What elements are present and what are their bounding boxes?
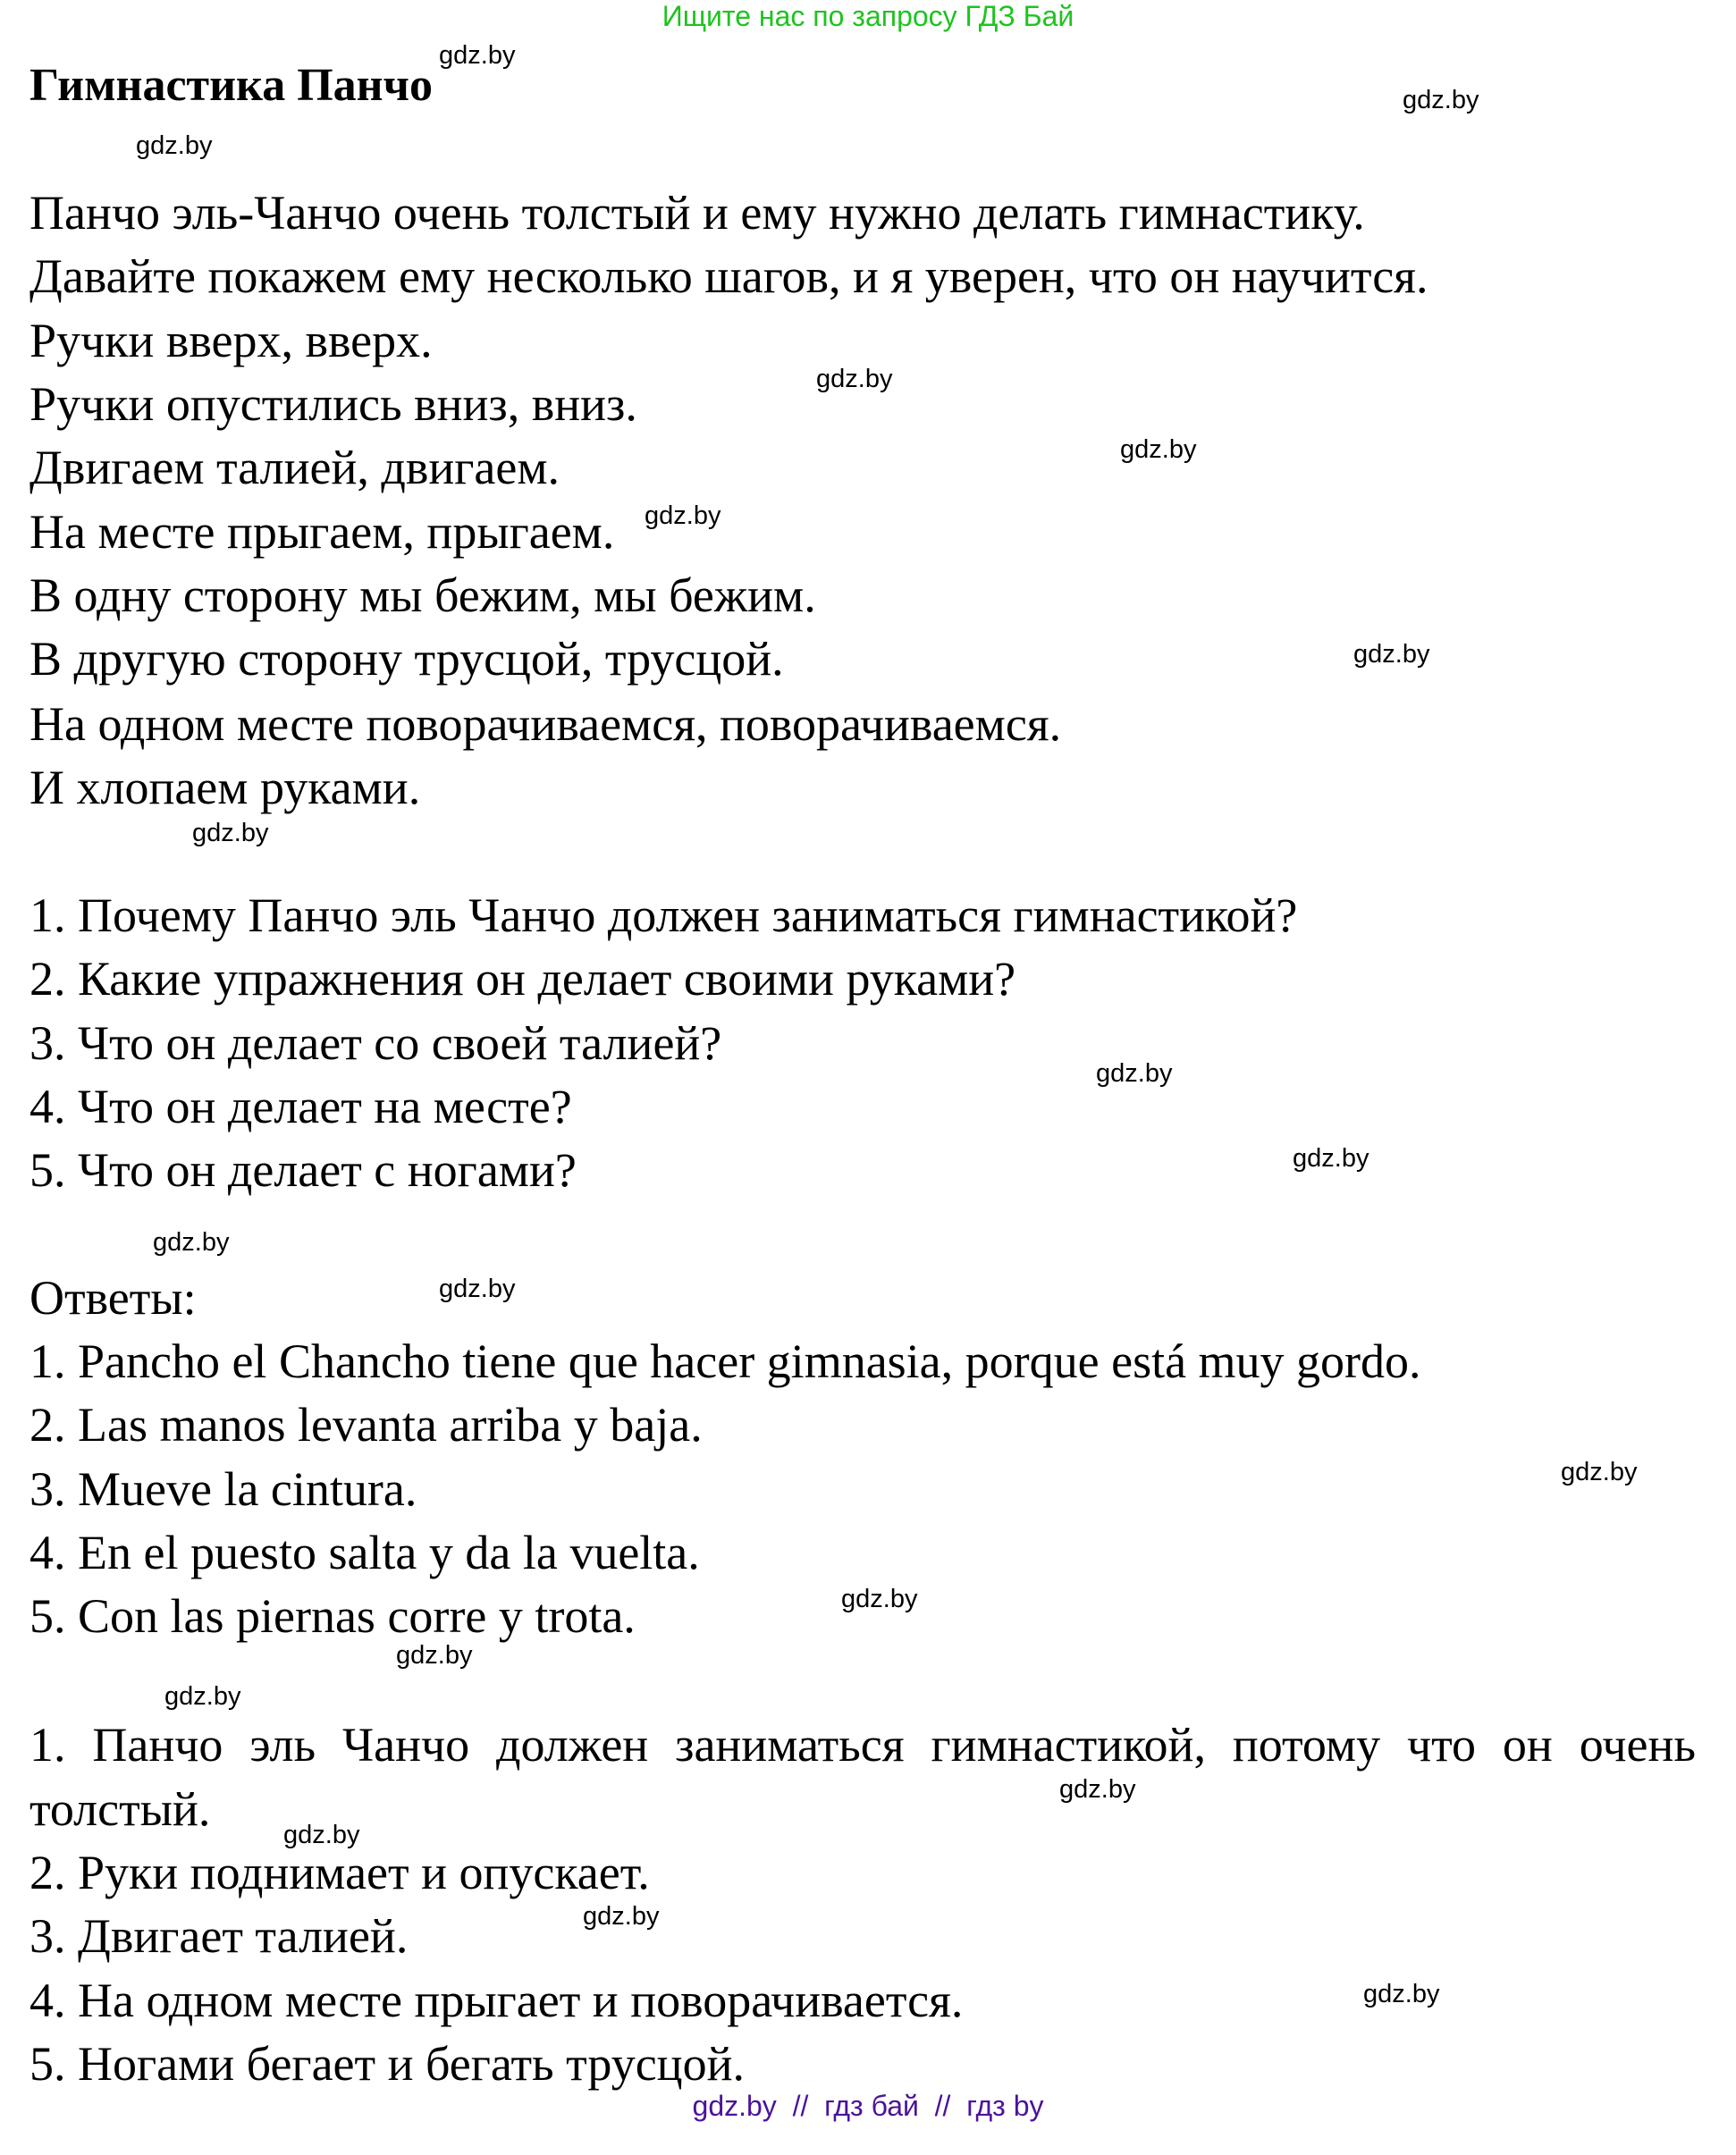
poem-line: В другую сторону трусцой, трусцой. [29,632,784,686]
answer-es: 3. Mueve la cintura. [29,1462,417,1516]
watermark: gdz.by [153,1228,230,1257]
watermark: gdz.by [164,1682,241,1711]
poem-line: И хлопаем руками. [29,761,421,814]
answer-es: 1. Pancho el Chancho tiene que hacer gimnasia, porque está muy gordo. [29,1334,1421,1388]
answer-ru: 2. Руки поднимает и опускает. [29,1846,650,1899]
watermark: gdz.by [1403,86,1479,114]
question: 2. Какие упражнения он делает своими руками? [29,952,1016,1006]
answers-label: Ответы: [29,1271,197,1325]
poem-line: В одну сторону мы бежим, мы бежим. [29,568,816,622]
poem-line: Ручки опустились вниз, вниз. [29,377,637,431]
watermark: gdz.by [1293,1144,1369,1173]
watermark: gdz.by [136,131,213,160]
page-title: Гимнастика Панчо [29,60,433,111]
watermark: gdz.by [396,1641,473,1670]
question: 5. Что он делает с ногами? [29,1143,577,1197]
answer-es: 4. En el puesto salta y da la vuelta. [29,1526,700,1579]
question: 1. Почему Панчо эль Чанчо должен заниматься гимнастикой? [29,888,1298,942]
watermark: gdz.by [1059,1775,1136,1804]
answer-ru: 4. На одном месте прыгает и поворачивается. [29,1974,964,2027]
watermark: gdz.by [439,41,516,70]
top-banner-link[interactable]: Ищите нас по запросу ГДЗ Бай [662,0,1074,32]
poem-line: Двигаем талией, двигаем. [29,441,560,494]
watermark: gdz.by [192,819,269,847]
watermark: gdz.by [841,1585,918,1613]
watermark: gdz.by [645,501,721,530]
watermark: gdz.by [1363,1980,1440,2008]
poem-line: Давайте покажем ему несколько шагов, и я уверен, что он научится. [29,249,1428,303]
question: 4. Что он делает на месте? [29,1080,572,1133]
poem-line: Ручки вверх, вверх. [29,314,433,367]
watermark: gdz.by [283,1821,360,1849]
answer-ru: 1. Панчо эль Чанчо должен заниматься гимнастикой, потому что он очень толстый. [29,1718,1696,1836]
question: 3. Что он делает со своей талией? [29,1016,722,1070]
watermark: gdz.by [1120,435,1197,464]
watermark: gdz.by [583,1902,660,1931]
watermark: gdz.by [439,1275,516,1303]
answer-es: 2. Las manos levanta arriba y baja. [29,1398,703,1452]
poem-line: На одном месте поворачиваемся, поворачиваемся. [29,697,1062,751]
poem-line: Панчо эль-Чанчо очень толстый и ему нужно делать гимнастику. [29,186,1365,240]
answer-ru: 3. Двигает талией. [29,1909,409,1963]
poem-line: На месте прыгаем, прыгаем. [29,505,615,559]
watermark: gdz.by [1096,1059,1173,1088]
watermark: gdz.by [1353,640,1430,669]
answer-ru: 5. Ногами бегает и бегать трусцой. [29,2037,745,2091]
footer-links[interactable]: gdz.by // гдз бай // гдз by [692,2090,1044,2122]
watermark: gdz.by [816,365,893,393]
watermark: gdz.by [1561,1458,1638,1486]
answer-es: 5. Con las piernas corre y trota. [29,1589,636,1643]
